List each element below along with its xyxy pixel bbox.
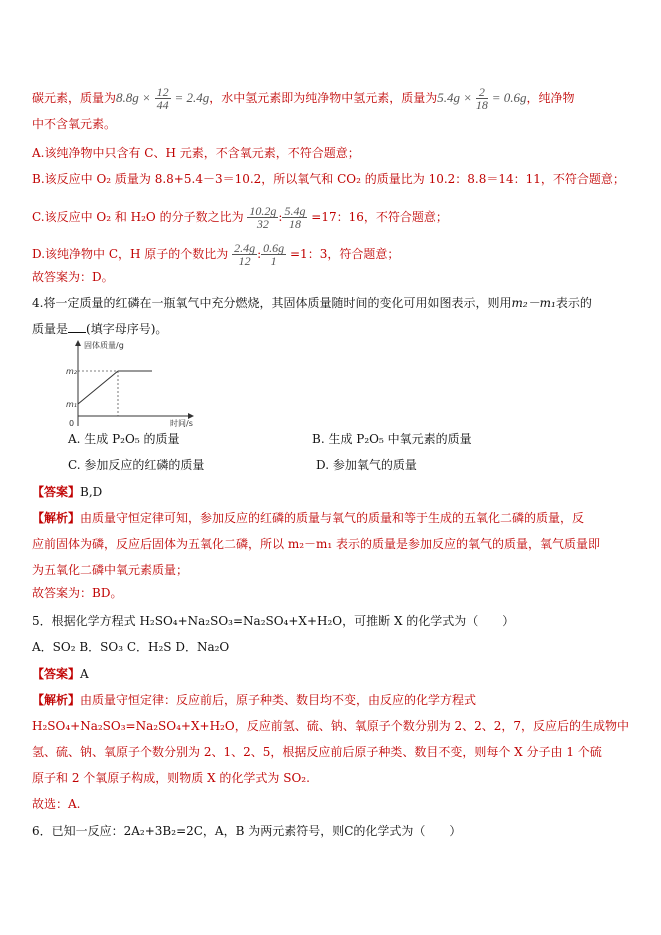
q4-explanation-2: 应前固体为磷，反应后固体为五氧化二磷，所以 m₂－m₁ 表示的质量是参加反应的氧气的质量，氧气质量即: [32, 537, 601, 551]
q4-explanation-1: [32, 509, 637, 527]
text: 表示的: [555, 296, 592, 310]
y-axis-label: 固体质量/g: [84, 341, 124, 350]
option-a: A. 生成 P₂O₅ 的质量: [68, 432, 180, 446]
fraction: [155, 86, 171, 111]
q4-answer: [32, 483, 637, 501]
q5-answer: [32, 665, 637, 683]
answer-value: B,D: [80, 485, 103, 499]
origin-label: 0: [69, 419, 75, 428]
text: =1：3，符合题意；: [290, 247, 400, 261]
denominator: 44: [156, 98, 169, 112]
numerator: 10.2g: [249, 204, 277, 218]
question-5-options: A．SO₂ B．SO₃ C．H₂S D．Na₂O: [32, 640, 230, 654]
solution-line-1: [32, 86, 637, 111]
fraction: [247, 205, 278, 230]
question-4-line-2: [32, 320, 637, 338]
answer-line: 故答案为：D。: [32, 270, 114, 284]
answer-tag: 【答案】: [32, 667, 81, 681]
formula: = 0.6g: [491, 90, 527, 105]
option-d: D. 参加氧气的质量: [316, 458, 417, 472]
text: 质量是: [32, 322, 69, 336]
option-c: C. 参加反应的红磷的质量: [68, 458, 205, 472]
text: 由质量守恒定律可知，参加反应的红磷的质量与氧气的质量和等于生成的五氧化二磷的质量，反: [80, 511, 585, 525]
option-b: B. 生成 P₂O₅ 中氧元素的质量: [312, 432, 472, 446]
mass-time-graph: [60, 338, 200, 428]
q4-explanation-4: 故答案为：BD。: [32, 586, 123, 600]
formula: = 2.4g: [174, 90, 210, 105]
numerator: 2: [476, 86, 488, 99]
option-d-analysis: [32, 242, 637, 267]
explanation-tag: 【解析】: [32, 511, 81, 525]
question-6: 6．已知一反应：2A₂+3B₂=2C，A，B 为两元素符号，则C的化学式为（ ）: [32, 824, 462, 838]
m1-label: m₁: [66, 400, 77, 409]
y-arrow: [75, 340, 81, 346]
m2-label: m₂: [66, 367, 77, 376]
text: 碳元素，质量为: [32, 91, 117, 105]
option-c-analysis: [32, 205, 637, 230]
text: ，纯净物: [526, 91, 575, 105]
option-a-analysis: A.该纯净物中只含有 C、H 元素，不含氧元素，不符合题意；: [32, 146, 360, 160]
numerator: 12: [156, 85, 169, 99]
text: C.该反应中 O₂ 和 H₂O 的分子数之比为: [32, 210, 244, 224]
formula: 8.8g ×: [116, 90, 151, 105]
text: 由质量守恒定律：反应前后，原子种类、数目均不变，由反应的化学方程式: [80, 693, 477, 707]
numerator: 2.4g: [234, 241, 256, 255]
fraction: [476, 86, 488, 111]
q4-explanation-3: 为五氧化二磷中氧元素质量；: [32, 563, 189, 577]
question-5: 5．根据化学方程式 H₂SO₄+Na₂SO₃=Na₂SO₄+X+H₂O，可推断 X 的化学式为（ ）: [32, 614, 515, 628]
answer-tag: 【答案】: [32, 485, 81, 499]
solution-line-2: 中不含氧元素。: [32, 117, 117, 131]
denominator: 12: [238, 254, 251, 268]
denominator: 1: [270, 254, 277, 268]
fraction: [282, 205, 307, 230]
text: ，水中氢元素即为纯净物中氢元素，质量为: [209, 91, 438, 105]
fraction: [261, 242, 286, 267]
formula: 5.4g ×: [437, 90, 473, 105]
answer-value: A: [80, 667, 89, 681]
explanation-tag: 【解析】: [32, 693, 81, 707]
math: m₂－m₁: [511, 296, 556, 310]
numerator: 5.4g: [284, 204, 306, 218]
x-axis-label: 时间/s: [170, 419, 193, 428]
fraction: [232, 242, 257, 267]
denominator: 32: [256, 217, 269, 231]
text: =17：16，不符合题意；: [311, 210, 448, 224]
rise-line: [78, 371, 118, 404]
numerator: 0.6g: [263, 241, 285, 255]
q5-explanation-3: 氢、硫、钠、氧原子个数分别为 2、1、2、5，根据反应前后原子种类、数目不变，则每个 X 分子由 1 个硫: [32, 745, 602, 759]
denominator: 18: [288, 217, 301, 231]
text: 4.将一定质量的红磷在一瓶氧气中充分燃烧，其固体质量随时间的变化可用如图表示，则用: [32, 296, 512, 310]
question-4-line-1: [32, 294, 637, 312]
text: (填字母序号)。: [86, 322, 168, 336]
denominator: 18: [475, 98, 488, 112]
q5-explanation-1: [32, 691, 637, 709]
q5-explanation-4: 原子和 2 个氧原子构成，则物质 X 的化学式为 SO₂.: [32, 771, 310, 785]
text: D.该纯净物中 C，H 原子的个数比为: [32, 247, 229, 261]
option-b-analysis: B.该反应中 O₂ 质量为 8.8+5.4－3＝10.2，所以氧气和 CO₂ 的质量比为 10.2：8.8＝14：11，不符合题意；: [32, 172, 625, 186]
q5-explanation-5: 故选：A.: [32, 797, 81, 811]
separator: :: [278, 210, 283, 224]
q5-explanation-2: H₂SO₄+Na₂SO₃=Na₂SO₄+X+H₂O，反应前氢、硫、钠、氧原子个数分别为 2、2、2，7，反应后的生成物中: [32, 719, 630, 733]
separator: :: [257, 247, 262, 261]
answer-blank: [68, 320, 86, 333]
